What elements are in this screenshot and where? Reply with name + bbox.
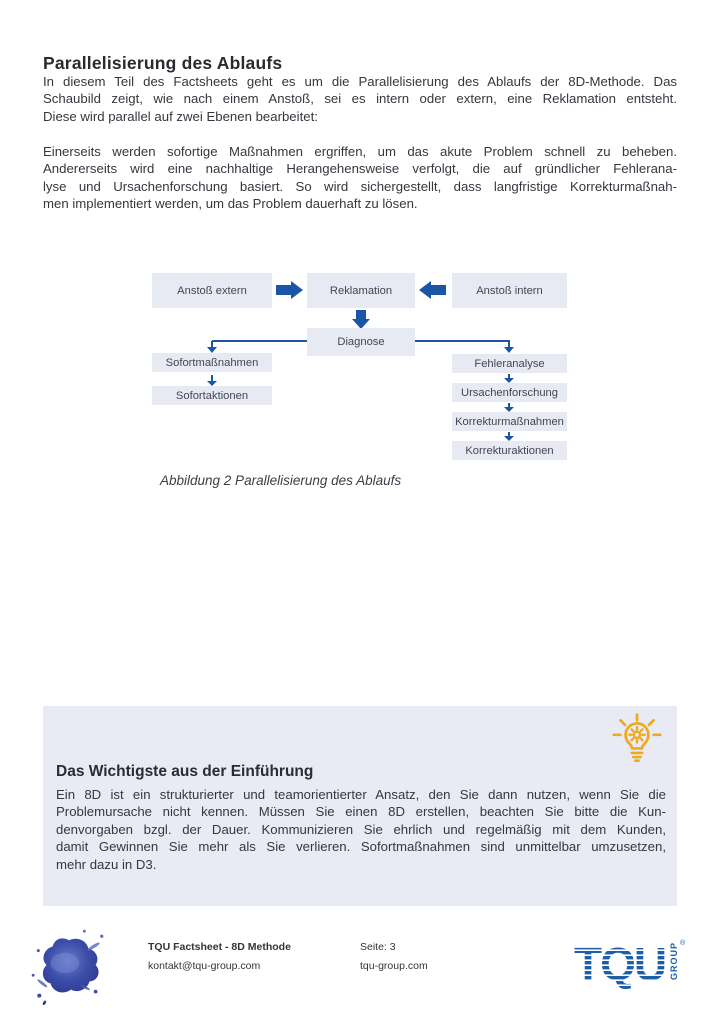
page-title: Parallelisierung des Ablaufs	[43, 52, 283, 73]
registered-trademark-icon: ®	[680, 940, 686, 947]
footer-page-number: Seite: 3	[360, 941, 396, 953]
flow-node-reklamation: Reklamation	[307, 273, 415, 308]
detail-paragraph: Einerseits werden sofortige Maßnahmen ergriffen, um das akute Problem schnell zu beheben. Andererseits wird eine nachhaltige Herangehensweise verfolgt, die auf gründlicher Fehlerana- lyse und Ursachenforschung basiert. So wird sichergestellt, dass langfristige Korrekturmaßnah- men implementiert werden, um das Problem dauerhaft zu lösen.	[43, 144, 677, 212]
arrow-down-icon	[508, 374, 510, 378]
flow-node-diagnose: Diagnose	[307, 328, 415, 356]
connector-line	[415, 340, 510, 342]
arrow-down-icon	[356, 310, 366, 319]
logo-text: TQU	[574, 938, 666, 990]
arrow-right-icon	[291, 281, 303, 299]
info-box-heading: Das Wichtigste aus der Einführung	[56, 762, 314, 780]
intro-paragraph: In diesem Teil des Factsheets geht es um die Parallelisierung des Ablaufs der 8D-Methode. Das Schaubild zeigt, wie nach einem Anstoß, sei es intern oder extern, eine Reklamation entsteht. Diese wird parallel auf zwei Ebenen bearbeitet:	[43, 74, 677, 124]
flow-node-ursachenforschung: Ursachenforschung	[452, 383, 567, 402]
flow-node-sofortmassnahmen: Sofortmaßnahmen	[152, 353, 272, 372]
footer-website: tqu-group.com	[360, 960, 428, 972]
flow-node-anstoss-extern: Anstoß extern	[152, 273, 272, 308]
connector-line	[212, 340, 307, 342]
arrow-right-icon	[276, 285, 291, 295]
arrow-down-icon	[211, 375, 213, 381]
arrow-down-icon	[508, 432, 510, 436]
info-box-body: Ein 8D ist ein strukturierter und teamorientierter Ansatz, den Sie dann nutzen, wenn Sie die Problemursache nicht kennen. Müssen Sie einen 8D erstellen, beachten Sie bitte die Kun- denvorgaben bzgl. der Dauer. Kommunizieren Sie ehrlich und regelmäßig mit dem Kunden, damit Gewinnen Sie mehr als Sie verlieren. Sofortmaßnahmen sind unmittelbar umzusetzen, mehr dazu in D3.	[56, 787, 666, 872]
arrow-down-icon	[504, 347, 514, 353]
footer-doc-title: TQU Factsheet - 8D Methode	[148, 941, 291, 953]
tqu-group-logo	[574, 936, 690, 994]
arrow-left-icon	[431, 285, 446, 295]
logo-subtext: GROUP	[669, 941, 679, 980]
footer-email: kontakt@tqu-group.com	[148, 960, 261, 972]
ink-splatter-decoration	[26, 924, 112, 1010]
flow-node-fehleranalyse: Fehleranalyse	[452, 354, 567, 373]
flow-node-korrekturaktionen: Korrekturaktionen	[452, 441, 567, 460]
figure-caption: Abbildung 2 Parallelisierung des Ablaufs	[160, 473, 402, 488]
info-box	[43, 706, 677, 906]
flow-node-anstoss-intern: Anstoß intern	[452, 273, 567, 308]
lightbulb-gear-icon	[611, 712, 663, 770]
flow-node-sofortaktionen: Sofortaktionen	[152, 386, 272, 405]
arrow-left-icon	[419, 281, 431, 299]
arrow-down-icon	[508, 403, 510, 407]
process-flowchart	[0, 0, 720, 500]
flow-node-korrekturmassnahmen: Korrekturmaßnahmen	[452, 412, 567, 431]
